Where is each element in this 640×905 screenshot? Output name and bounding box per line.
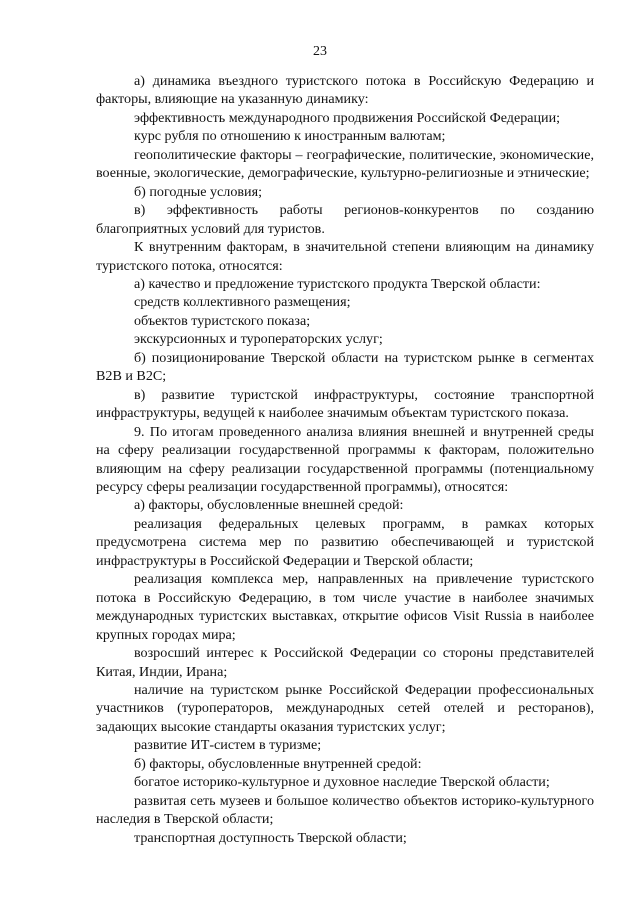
paragraph-market-positioning: б) позиционирование Тверской области на туристском рынке в сегментах B2B и B2C;	[96, 349, 594, 385]
paragraph-infrastructure: в) развитие туристской инфраструктуры, состояние транспортной инфраструктуры, ведущей к наиболее значимым объектам туристского показа.	[96, 386, 594, 422]
document-body	[96, 72, 594, 847]
paragraph-visit-russia: реализация комплекса мер, направленных на привлечение туристского потока в Российскую Федерацию, в том числе участие в наиболее значимых международных туристских выставках, открытие офисов Visit Russia в наиболее крупных городах мира;	[96, 571, 594, 643]
paragraph-it-systems: развитие ИТ-систем в туризме;	[134, 737, 322, 754]
paragraph-internal-factors: К внутренним факторам, в значительной степени влияющим на динамику туристского потока, относятся:	[96, 239, 594, 274]
page-number: 23	[313, 44, 327, 59]
paragraph-transport-access: транспортная доступность Тверской области;	[134, 829, 407, 846]
paragraph-excursion-services: экскурсионных и туроператорских услуг;	[134, 331, 383, 348]
paragraph-section-9: 9. По итогам проведенного анализа влияния внешней и внутренней среды на сферу реализации государственной программы к факторам, положительно влияющим на сферу реализации государственной программы (потенциальному ресурсу сферы реализации государственной программы), относятся:	[96, 423, 594, 495]
paragraph-internal-environment: б) факторы, обусловленные внутренней средой:	[134, 755, 422, 772]
paragraph-inbound-flow-factors: а) динамика въездного туристского потока в Российскую Федерацию и факторы, влияющие на указанную динамику:	[96, 73, 594, 108]
paragraph-asian-interest: возросший интерес к Российской Федерации со стороны представителей Китая, Индии, Ирана;	[96, 645, 594, 680]
paragraph-ruble-rate: курс рубля по отношению к иностранным валютам;	[134, 128, 446, 145]
paragraph-museum-network: развитая сеть музеев и большое количество объектов историко-культурного наследия в Тверской области;	[96, 792, 594, 828]
paragraph-accommodation: средств коллективного размещения;	[134, 294, 351, 311]
paragraph-professional-participants: наличие на туристском рынке Российской Федерации профессиональных участников (туроператоров, международных сетей отелей и ресторанов), задающих высокие стандарты оказания туристских услуг;	[96, 681, 594, 735]
paragraph-international-promotion: эффективность международного продвижения Российской Федерации;	[134, 109, 561, 126]
paragraph-tourist-sites: объектов туристского показа;	[134, 312, 311, 329]
paragraph-tourist-product-quality: а) качество и предложение туристского продукта Тверской области:	[134, 275, 541, 292]
paragraph-cultural-heritage: богатое историко-культурное и духовное наследие Тверской области;	[134, 774, 550, 791]
paragraph-geopolitical-factors: геополитические факторы – географические, политические, экономические, военные, экологические, демографические, культурно-религиозные и этнические;	[96, 146, 594, 182]
paragraph-competitor-regions: в) эффективность работы регионов-конкурентов по созданию благоприятных условий для туристов.	[96, 202, 594, 237]
paragraph-external-factors: а) факторы, обусловленные внешней средой:	[134, 497, 404, 514]
paragraph-weather-conditions: б) погодные условия;	[134, 183, 262, 200]
paragraph-federal-programs: реализация федеральных целевых программ, в рамках которых предусмотрена система мер по развитию обеспечивающей и туристской инфраструктуры в Российской Федерации и Тверской области;	[96, 515, 594, 569]
